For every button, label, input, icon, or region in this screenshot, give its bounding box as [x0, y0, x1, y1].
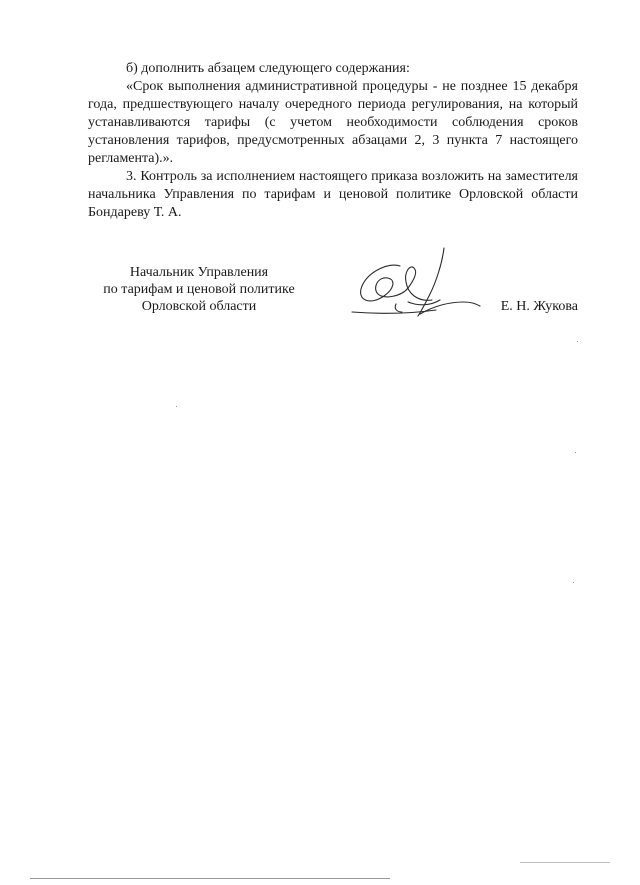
scan-artifact-line — [520, 862, 610, 863]
signatory-position — [88, 264, 310, 315]
scan-artifact-line — [30, 878, 390, 879]
signature-block — [88, 264, 578, 324]
scan-speck — [577, 341, 578, 342]
paragraph-control-assignment: 3. Контроль за исполнением настоящего приказа возложить на заместителя начальника Управления по тарифам и ценовой политике Орловской области Бондареву Т. А. — [88, 169, 578, 220]
signatory-name: Е. Н. Жукова — [500, 299, 578, 314]
signatory-position-line: по тарифам и ценовой политике — [103, 282, 295, 297]
signatory-position-line: Начальник Управления — [129, 265, 269, 280]
scan-speck — [575, 452, 576, 453]
scan-speck — [573, 582, 574, 583]
signatory-position-line: Орловской области — [141, 299, 257, 314]
paragraph-procedure-deadline: «Срок выполнения административной процедуры - не позднее 15 декабря года, предшествующего началу очередного периода регулирования, на который устанавливаются тарифы (с учетом необходимости соблюдения сроков установления тарифов, предусмотренных абзацами 2, 3 пункта 7 настоящего регламента).». — [88, 79, 578, 166]
handwritten-signature — [348, 244, 488, 324]
paragraph-amendment-intro: б) дополнить абзацем следующего содержания: — [126, 61, 410, 76]
scan-speck — [176, 406, 177, 407]
document-body — [88, 60, 578, 222]
